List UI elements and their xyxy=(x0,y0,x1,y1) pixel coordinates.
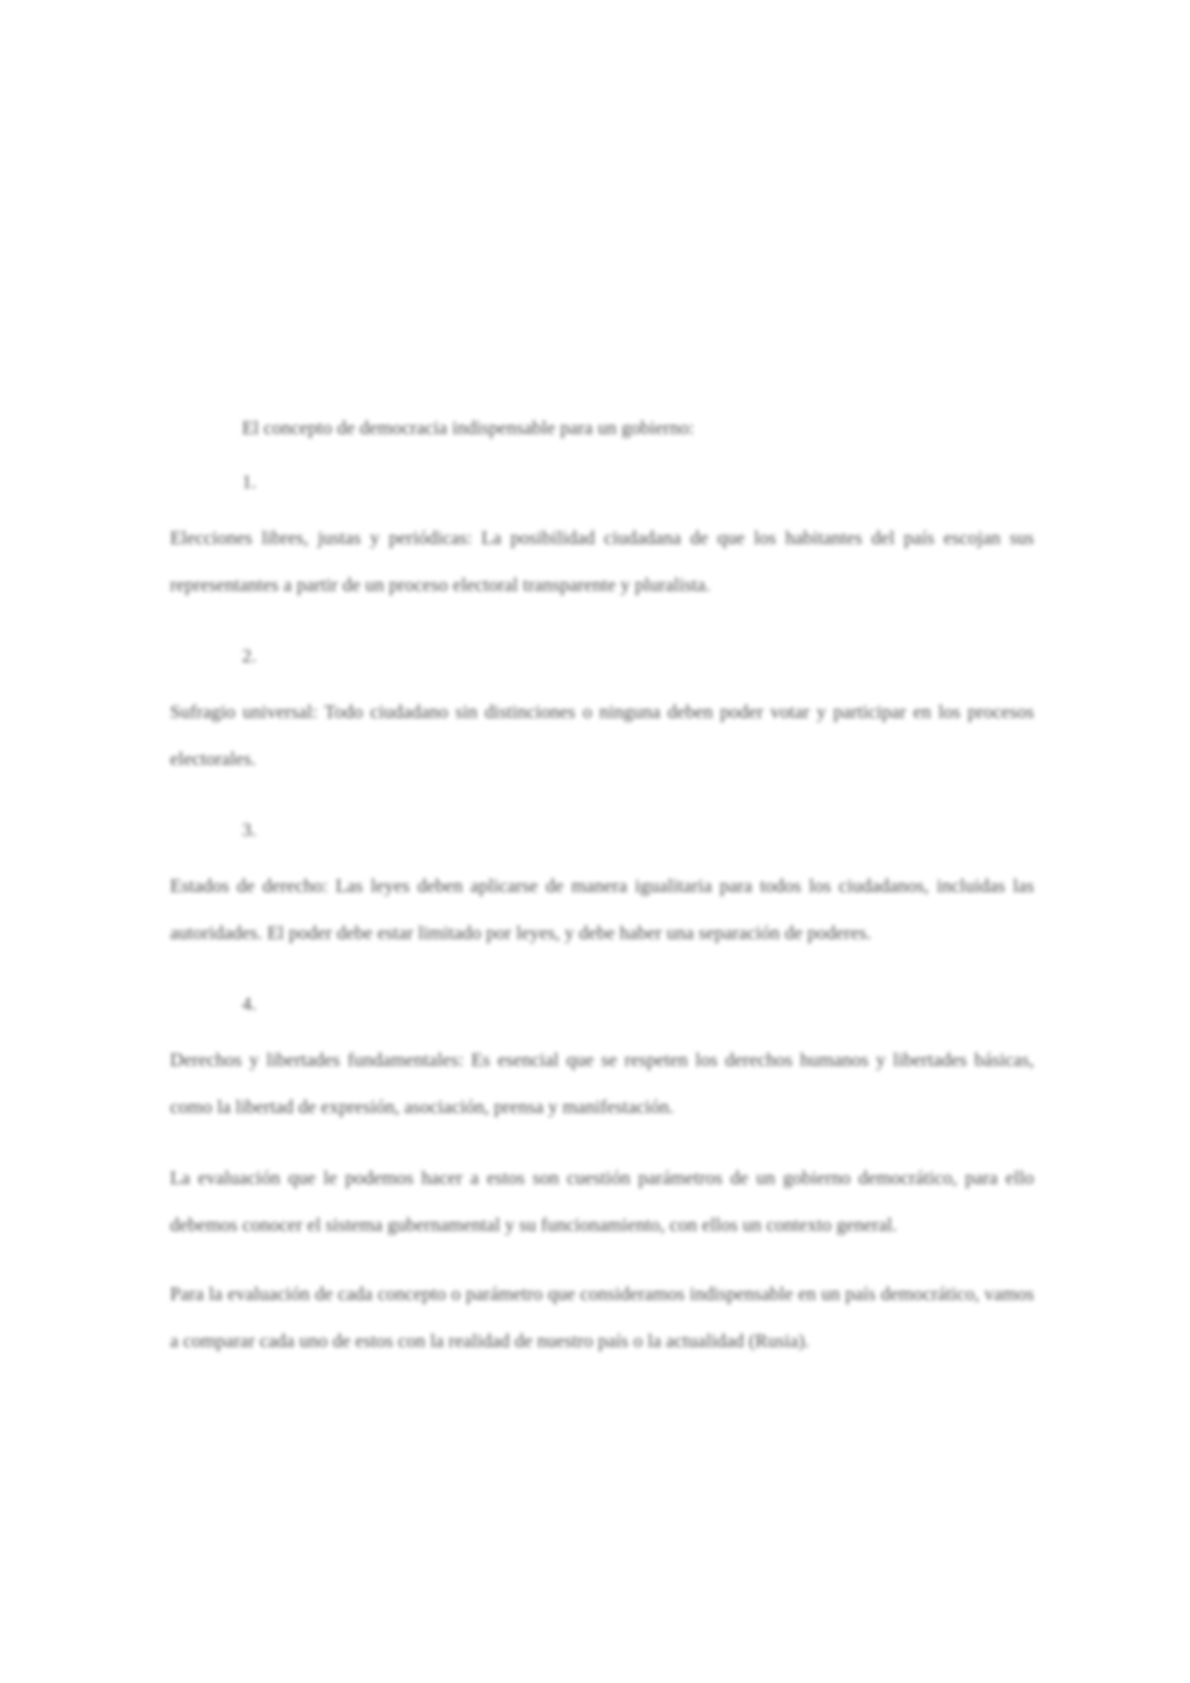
item-text: Elecciones libres, justas y periódicas: La posibilidad ciudadana de que los habitantes del país escojan sus representantes a partir de un proceso electoral transparente y pluralista. xyxy=(170,528,1034,596)
item-text: Sufragio universal: Todo ciudadano sin distinciones o ninguna deben poder votar y participar en los procesos electorales. xyxy=(170,702,1034,770)
item-text: Estados de derecho: Las leyes deben aplicarse de manera igualitaria para todos los ciudadanos, incluidas las autoridades. El poder debe estar limitado por leyes, y debe haber una separación de poderes. xyxy=(170,876,1034,944)
item-number: 2. xyxy=(242,646,257,667)
document-body xyxy=(170,405,1034,1387)
item-number: 4. xyxy=(242,994,257,1015)
body-paragraph: Para la evaluación de cada concepto o parámetro que consideramos indispensable en un país democrático, vamos a comparar cada uno de estos con la realidad de nuestro país o la actualidad (Rusia). xyxy=(170,1284,1034,1352)
item-number: 3. xyxy=(242,820,257,841)
intro-line: El concepto de democracia indispensable para un gobierno: xyxy=(242,418,695,439)
item-number: 1. xyxy=(242,472,257,493)
item-text: Derechos y libertades fundamentales: Es esencial que se respeten los derechos humanos y libertades básicas, como la libertad de expresión, asociación, prensa y manifestación. xyxy=(170,1050,1034,1118)
body-paragraph: La evaluación que le podemos hacer a estos son cuestión parámetros de un gobierno democrático, para ello debemos conocer el sistema gubernamental y su funcionamiento, con ellos un contexto general. xyxy=(170,1168,1034,1236)
